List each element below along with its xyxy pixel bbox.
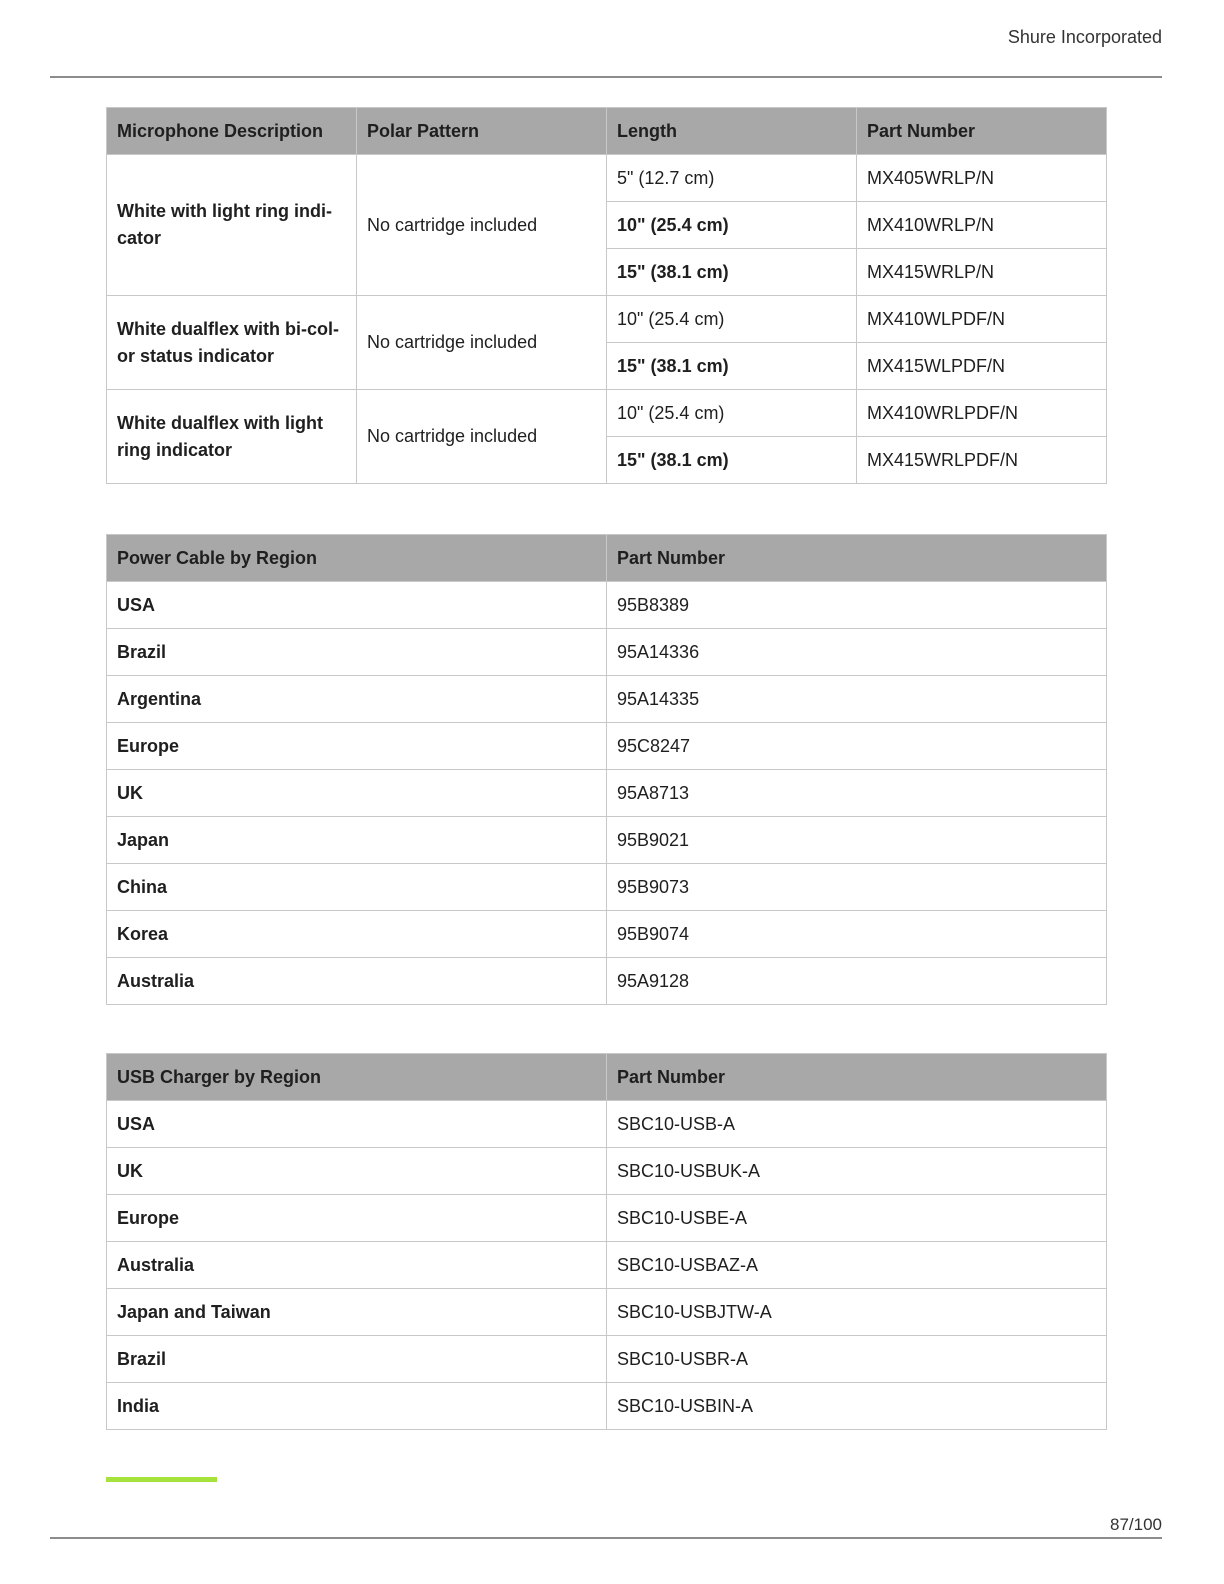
usb-charger-table — [106, 1053, 1107, 1430]
column-header: Part Number — [857, 108, 1107, 155]
length-cell: 15" (38.1 cm) — [607, 249, 857, 296]
region-cell: Brazil — [107, 629, 607, 676]
length-cell: 10" (25.4 cm) — [607, 202, 857, 249]
part-number-cell: 95B9073 — [607, 864, 1107, 911]
column-header: Length — [607, 108, 857, 155]
region-cell: Argentina — [107, 676, 607, 723]
region-cell: Australia — [107, 958, 607, 1005]
part-number-cell: MX410WRLP/N — [857, 202, 1107, 249]
footer-rule — [50, 1537, 1162, 1539]
table-row — [107, 1101, 1107, 1148]
length-cell: 10" (25.4 cm) — [607, 296, 857, 343]
part-number-cell: MX415WRLP/N — [857, 249, 1107, 296]
length-cell: 10" (25.4 cm) — [607, 390, 857, 437]
polar-pattern: No cartridge included — [357, 390, 607, 484]
table-row — [107, 1148, 1107, 1195]
region-cell: India — [107, 1383, 607, 1430]
part-number-cell: 95A8713 — [607, 770, 1107, 817]
part-number-cell: 95B9074 — [607, 911, 1107, 958]
column-header: USB Charger by Region — [107, 1054, 607, 1101]
header-company-name: Shure Incorporated — [1007, 27, 1162, 47]
column-header: Part Number — [607, 535, 1107, 582]
region-cell: China — [107, 864, 607, 911]
part-number-cell: 95C8247 — [607, 723, 1107, 770]
table-row — [107, 864, 1107, 911]
table-header-row — [107, 1054, 1107, 1101]
part-number-cell: MX410WRLPDF/N — [857, 390, 1107, 437]
table-row — [107, 1242, 1107, 1289]
table-row — [107, 958, 1107, 1005]
part-number-cell: SBC10-USBJTW-A — [607, 1289, 1107, 1336]
column-header: Part Number — [607, 1054, 1107, 1101]
length-cell: 15" (38.1 cm) — [607, 437, 857, 484]
table-header-row — [107, 108, 1107, 155]
part-number-cell: SBC10-USB-A — [607, 1101, 1107, 1148]
microphone-table — [106, 107, 1107, 484]
part-number-cell: SBC10-USBR-A — [607, 1336, 1107, 1383]
table-row — [107, 296, 1107, 343]
part-number-cell: SBC10-USBIN-A — [607, 1383, 1107, 1430]
part-number-cell: 95A14336 — [607, 629, 1107, 676]
length-cell: 5" (12.7 cm) — [607, 155, 857, 202]
table-row — [107, 817, 1107, 864]
header-rule — [50, 76, 1162, 78]
part-number-cell: 95A9128 — [607, 958, 1107, 1005]
microphone-description: White dualflex with bi-col-or status indicator — [107, 296, 357, 390]
accent-bar — [106, 1477, 217, 1482]
region-cell: UK — [107, 770, 607, 817]
region-cell: Japan — [107, 817, 607, 864]
region-cell: Europe — [107, 723, 607, 770]
table-row — [107, 1336, 1107, 1383]
part-number-cell: 95A14335 — [607, 676, 1107, 723]
part-number-cell: 95B8389 — [607, 582, 1107, 629]
part-number-cell: MX415WLPDF/N — [857, 343, 1107, 390]
microphone-description: White with light ring indi-cator — [107, 155, 357, 296]
table-row — [107, 1383, 1107, 1430]
table-header-row — [107, 535, 1107, 582]
part-number-cell: MX415WRLPDF/N — [857, 437, 1107, 484]
region-cell: USA — [107, 1101, 607, 1148]
table-row — [107, 582, 1107, 629]
region-cell: Korea — [107, 911, 607, 958]
table-row — [107, 1289, 1107, 1336]
part-number-cell: SBC10-USBAZ-A — [607, 1242, 1107, 1289]
table-row — [107, 770, 1107, 817]
table-row — [107, 390, 1107, 437]
region-cell: Europe — [107, 1195, 607, 1242]
region-cell: Australia — [107, 1242, 607, 1289]
column-header: Power Cable by Region — [107, 535, 607, 582]
column-header: Microphone Description — [107, 108, 357, 155]
part-number-cell: 95B9021 — [607, 817, 1107, 864]
length-cell: 15" (38.1 cm) — [607, 343, 857, 390]
table-row — [107, 911, 1107, 958]
table-row — [107, 629, 1107, 676]
table-row — [107, 1195, 1107, 1242]
column-header: Polar Pattern — [357, 108, 607, 155]
part-number-cell: SBC10-USBUK-A — [607, 1148, 1107, 1195]
part-number-cell: MX410WLPDF/N — [857, 296, 1107, 343]
polar-pattern: No cartridge included — [357, 296, 607, 390]
part-number-cell: SBC10-USBE-A — [607, 1195, 1107, 1242]
part-number-cell: MX405WRLP/N — [857, 155, 1107, 202]
microphone-description: White dualflex with light ring indicator — [107, 390, 357, 484]
power-cable-table — [106, 534, 1107, 1005]
page-number: 87/100 — [1110, 1515, 1162, 1534]
region-cell: UK — [107, 1148, 607, 1195]
region-cell: USA — [107, 582, 607, 629]
table-row — [107, 723, 1107, 770]
polar-pattern: No cartridge included — [357, 155, 607, 296]
region-cell: Japan and Taiwan — [107, 1289, 607, 1336]
table-row — [107, 155, 1107, 202]
region-cell: Brazil — [107, 1336, 607, 1383]
table-row — [107, 676, 1107, 723]
